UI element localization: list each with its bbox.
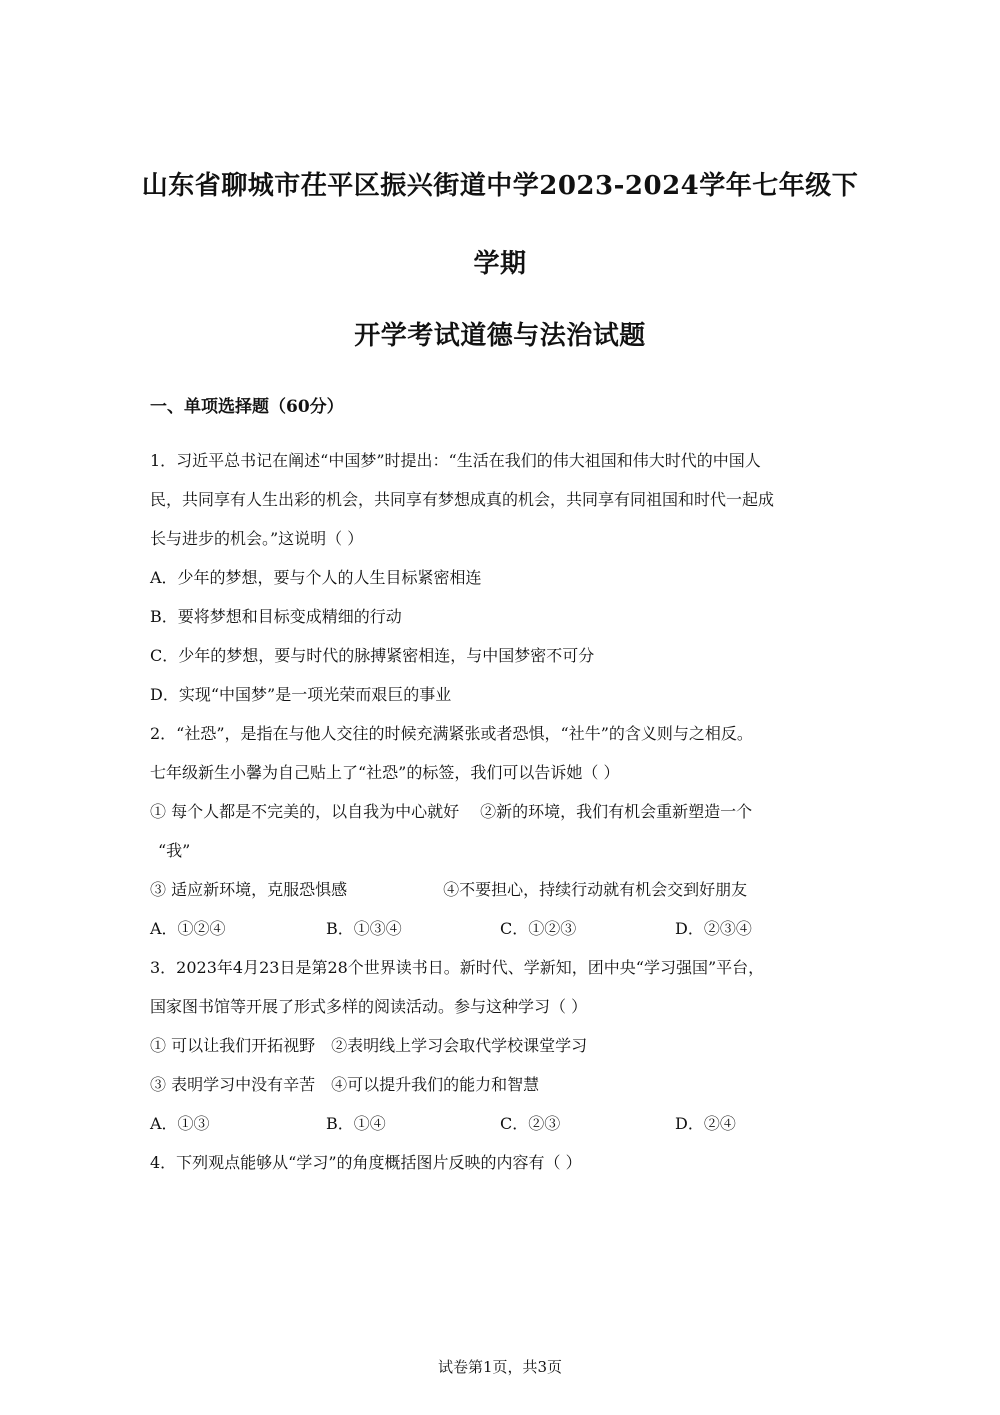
q1-stem-line-2: 民，共同享有人生出彩的机会，共同享有梦想成真的机会，共同享有同祖国和时代一起成 — [150, 490, 775, 509]
q3-statement-line-1: ① 可以让我们开拓视野 ②表明线上学习会取代学校课堂学习 — [150, 1036, 588, 1055]
q1-option-d: D．实现“中国梦”是一项光荣而艰巨的事业 — [150, 685, 452, 704]
q1-stem-line-3: 长与进步的机会。”这说明（ ） — [150, 529, 364, 548]
q3-option-b: B．①④ — [326, 1114, 386, 1133]
q3-option-c: C．②③ — [500, 1114, 561, 1133]
q2-stem-line-2: 七年级新生小馨为自己贴上了“社恐”的标签，我们可以告诉她（ ） — [150, 763, 620, 782]
exam-title-line-2: 学期 — [473, 249, 527, 279]
exam-title-line-3: 开学考试道德与法治试题 — [354, 321, 646, 351]
q2-statement-line-3: ③ 适应新环境，克服恐惧感 ④不要担心，持续行动就有机会交到好朋友 — [150, 880, 748, 899]
q2-option-a: A．①②④ — [150, 919, 226, 938]
q2-option-b: B．①③④ — [326, 919, 402, 938]
q3-statement-line-2: ③ 表明学习中没有辛苦 ④可以提升我们的能力和智慧 — [150, 1075, 540, 1094]
q2-option-c: C．①②③ — [500, 919, 577, 938]
q1-stem-line-1: 1．习近平总书记在阐述“中国梦”时提出：“生活在我们的伟大祖国和伟大时代的中国人 — [150, 451, 761, 470]
q1-option-a: A．少年的梦想，要与个人的人生目标紧密相连 — [150, 568, 482, 587]
section-heading-single-choice: 一、单项选择题（60分） — [150, 397, 344, 417]
q3-option-d: D．②④ — [675, 1114, 736, 1133]
q2-statement-line-1: ① 每个人都是不完美的，以自我为中心就好 ②新的环境，我们有机会重新塑造一个 — [150, 802, 753, 821]
q2-option-d: D．②③④ — [675, 919, 752, 938]
q2-statement-line-2: “我” — [158, 841, 191, 860]
page-footer: 试卷第1页，共3页 — [437, 1358, 563, 1376]
q3-option-a: A．①③ — [150, 1114, 210, 1133]
exam-title-line-1: 山东省聊城市茌平区振兴街道中学2023-2024学年七年级下 — [141, 171, 859, 201]
q1-option-b: B．要将梦想和目标变成精细的行动 — [150, 607, 402, 626]
q3-stem-line-2: 国家图书馆等开展了形式多样的阅读活动。参与这种学习（ ） — [150, 997, 588, 1016]
q2-stem-line-1: 2．“社恐”，是指在与他人交往的时候充满紧张或者恐惧，“社牛”的含义则与之相反。 — [150, 724, 753, 743]
q1-option-c: C．少年的梦想，要与时代的脉搏紧密相连，与中国梦密不可分 — [150, 646, 595, 665]
q3-stem-line-1: 3．2023年4月23日是第28个世界读书日。新时代、学新知，团中央“学习强国”平台， — [150, 958, 765, 977]
q4-stem-line-1: 4．下列观点能够从“学习”的角度概括图片反映的内容有（ ） — [150, 1153, 582, 1172]
